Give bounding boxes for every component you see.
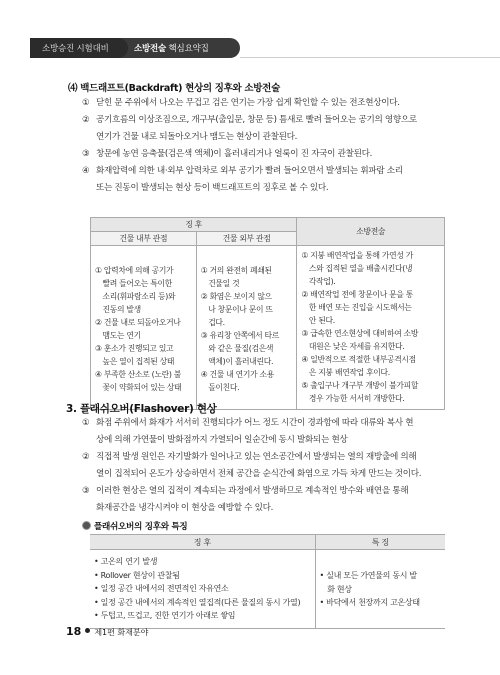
section3-title: 3. 플래쉬오버(Flashover) 현상 [66, 403, 217, 415]
item-number: ④ [82, 166, 90, 176]
signs-header: 징 후 [90, 535, 315, 550]
features-cell [315, 550, 445, 629]
item-text-cont: 열이 집적되어 온도가 상승하면서 전체 공간을 순식간에 화염으로 가득 차게 만드는 것이다. [96, 468, 422, 479]
inside-line: ④ 부족한 산소로 (노란) 불 [95, 370, 181, 379]
header-book-title [134, 42, 209, 54]
item-text: 직접적 발생 원인은 자기발화가 일어나고 있는 연소공간에서 발생되는 열의 재방출에 의해 [96, 452, 417, 462]
features-line: 화 현상 [319, 584, 352, 594]
section3-item-2 [82, 449, 472, 482]
outside-view-cell [196, 246, 297, 410]
tactics-line: 대원은 낮은 자세를 유지한다. [301, 342, 405, 351]
tactics-line: ① 지붕 배연작업을 통해 가연성 가 [301, 251, 414, 260]
outside-line: ① 거의 완전히 폐쇄된 [200, 266, 272, 275]
flashover-subtitle [82, 520, 187, 532]
section4-item-3 [82, 146, 462, 163]
signs-group-header: 징 후 [91, 218, 297, 232]
item-text-cont: 연기가 건물 내로 되돌아오거나 맴도는 현상이 관찰된다. [96, 131, 298, 142]
features-line: • 실내 모든 가연물의 동시 발 [319, 571, 417, 580]
inside-line: ② 건물 내로 되돌아오거나 [95, 318, 181, 327]
header-rule [240, 57, 500, 58]
signs-line: • 두텁고, 뜨겁고, 진한 연기가 아래로 쌓임 [94, 611, 236, 620]
tactics-line: ③ 급속한 연소현상에 대비하여 소방 [301, 329, 419, 338]
tactics-line: 스와 집적된 열을 배출시킨다(냉 [301, 264, 413, 273]
features-line: • 바닥에서 천장까지 고온상태 [319, 598, 420, 607]
item-text-cont: 화재공간을 냉각시켜야 이 현상을 예방할 수 있다. [96, 502, 274, 513]
signs-line: • 일정 공간 내에서의 전면적인 자유연소 [94, 584, 229, 593]
page-footer [66, 625, 148, 638]
tactics-line: ④ 일반적으로 적절한 내부공격시점 [301, 355, 416, 364]
footer-dot-icon [85, 628, 90, 633]
flashover-subtitle-text: 플래쉬오버의 징후와 특징 [94, 522, 188, 532]
outside-line: 겁다. [200, 318, 225, 327]
item-number: ② [82, 452, 90, 462]
tactics-header: 소방전술 [297, 218, 445, 246]
inside-line: 빨려 들어오는 특이한 [95, 279, 172, 288]
header-book-prefix: 소방전술 [134, 44, 167, 54]
outside-line: ④ 건물 내 연기가 소용 [200, 370, 274, 379]
item-text: 화재압력에 의한 내·외부 압력차로 외부 공기가 빨려 들어오면서 발생되는 휘파람 소리 [96, 166, 403, 176]
item-text: 닫힌 문 주위에서 나오는 무겁고 검은 연기는 가장 쉽게 확인할 수 있는 전조현상이다. [96, 98, 400, 108]
header-book-suffix: 핵심요약집 [166, 44, 209, 54]
tactics-line: 경우 가능한 서서히 개방한다. [301, 394, 405, 403]
tactics-line: 한 배연 또는 진입을 시도해서는 [301, 303, 412, 312]
tactics-cell [297, 246, 445, 410]
item-text: 공기흐름의 이상조짐으로, 개구부(출입문, 창문 등) 틈새로 빨려 들어오는 공기의 영향으로 [96, 115, 417, 125]
item-text: 창문에 농연 응축물(검은색 액체)이 흘러내리거나 얼룩이 진 자국이 관찰된다. [96, 149, 373, 159]
signs-line: • Rollover 현상이 관찰됨 [94, 570, 180, 580]
outside-view-header: 건물 외부 관점 [196, 232, 297, 246]
inside-line: 소리(휘파람소리 등)와 [95, 292, 176, 301]
item-text: 이러한 현상은 열의 집적이 계속되는 과정에서 발생하므로 계속적인 방수와 배연을 통해 [96, 486, 409, 496]
outside-line: ③ 유리창 안쪽에서 타르 [200, 331, 280, 340]
tactics-line: 각작업). [301, 277, 336, 286]
signs-cell [90, 550, 315, 629]
inside-line: 꽃이 약화되어 있는 상태 [95, 383, 182, 392]
inside-line: 맴도는 연기 [95, 331, 141, 340]
section3-item-1 [82, 415, 472, 448]
inside-line: 높은 열이 집적된 상태 [95, 357, 175, 366]
bullet-circle-icon [82, 521, 91, 530]
item-number: ③ [82, 486, 90, 496]
inside-line: ③ 훈소가 진행되고 있고 [95, 344, 174, 353]
features-header: 특 징 [315, 535, 445, 550]
inside-line: 진동의 발생 [95, 305, 141, 314]
item-text-cont: 상에 의해 가연물이 발화점까지 가열되어 일순간에 동시 발화되는 현상 [96, 434, 348, 445]
section4-item-4 [82, 163, 467, 196]
inside-view-header: 건물 내부 관점 [91, 232, 197, 246]
flashover-table [90, 534, 445, 629]
outside-line: ② 화염은 보이지 않으 [200, 292, 272, 301]
inside-line: ① 압력차에 의해 공기가 [95, 266, 174, 275]
header-series: 소방승진 시험대비 [42, 44, 109, 54]
inside-view-cell [91, 246, 197, 410]
tactics-line: 은 지붕 배연작업 후이다. [301, 368, 390, 377]
item-number: ③ [82, 149, 90, 159]
item-number: ① [82, 418, 90, 428]
outside-line: 나 창문이나 문이 뜨 [200, 305, 273, 314]
backdraft-table [90, 217, 445, 410]
outside-line: 건물일 것 [200, 279, 240, 288]
section4-item-1 [82, 95, 462, 112]
section4-title: ⑷ 백드래프트(Backdraft) 현상의 징후와 소방전술 [68, 83, 280, 94]
tactics-line: ⑤ 출입구나 개구부 개방이 불가피할 [301, 381, 419, 390]
outside-line: 돌이친다. [200, 383, 240, 392]
item-text: 화점 주위에서 화재가 서서히 진행되다가 어느 정도 시간이 경과함에 따라 대류와 복사 현 [96, 418, 414, 428]
tactics-line: ② 배연작업 전에 창문이나 문을 통 [301, 290, 414, 299]
page-number: 18 [66, 625, 82, 638]
section4-item-2 [82, 112, 462, 145]
item-text-cont: 또는 진동이 발생되는 현상 등이 백드래프트의 징후로 볼 수 있다. [96, 182, 329, 193]
signs-line: • 일정 공간 내에서의 계속적인 열집적(다른 물질의 동시 가열) [94, 597, 301, 607]
signs-line: • 고온의 연기 발생 [94, 557, 158, 566]
section3-item-3 [82, 483, 472, 516]
outside-line: 와 같은 물질(검은색 [200, 344, 274, 353]
tactics-line: 안 된다. [301, 316, 335, 325]
footer-part: 제1편 화재분야 [94, 628, 149, 637]
item-number: ① [82, 98, 90, 108]
item-number: ② [82, 115, 90, 125]
outside-line: 액체)이 흘러내린다. [200, 357, 274, 366]
